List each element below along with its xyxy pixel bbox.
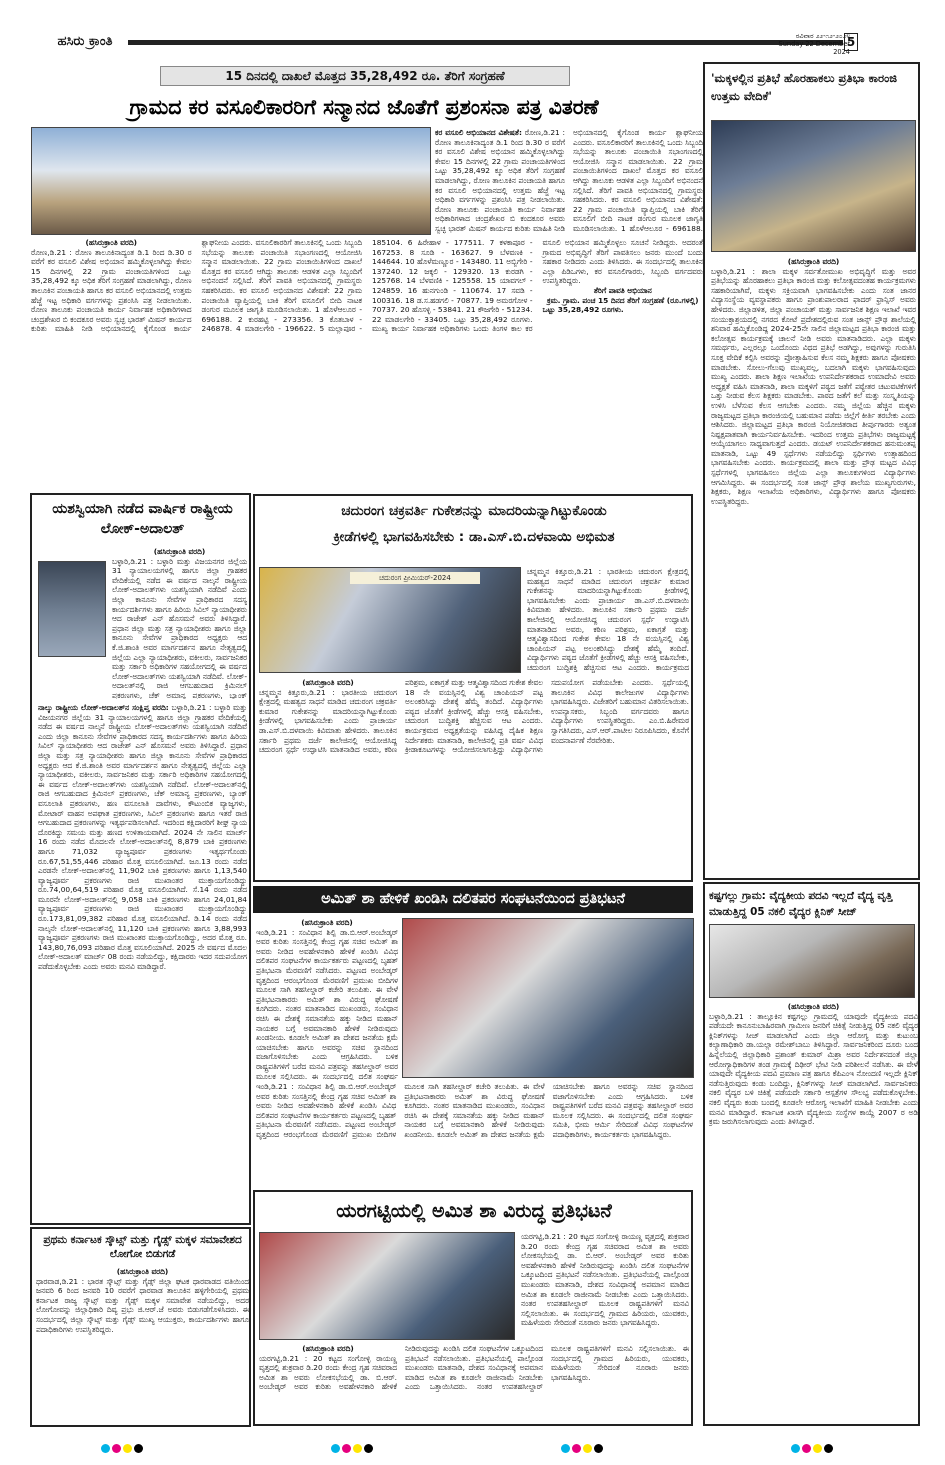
adalat-photo [38, 561, 106, 657]
reg-dot-black [824, 1444, 833, 1453]
reg-dot-black [594, 1444, 603, 1453]
amit2-story [253, 1190, 693, 1426]
logo-event-body [36, 1267, 249, 1423]
gukesh-photo-banner: ಚದುರಂಗ ಪ್ರೀಮಿಯರ್-2024 [350, 572, 480, 584]
adalat-story [30, 493, 251, 1225]
right-top-body [711, 257, 916, 875]
lead-body [31, 238, 703, 490]
registration-marks-center-right [560, 1438, 604, 1457]
reg-dot-yellow [813, 1444, 822, 1453]
adalat-body-side [112, 547, 247, 699]
lead-sub2: ಕರ ವಸೂಲಿ ಅಭಿಯಾನದ ವಿಶೇಷತೆ: [435, 128, 522, 137]
kashtagallu-body [709, 1002, 918, 1422]
adalat-body-text-side: ಬಳ್ಳಾರಿ,ಡಿ.21 : ಬಳ್ಳಾರಿ ಮತ್ತು ವಿಜಯನಗರ ಜಿಲ್ಲೆಯ 31 ನ್ಯಾಯಾಲಯಗಳಲ್ಲಿ ಹಾಗೂ ಜಿಲ್ಲಾ ಗ್ರಾಹಕರ ವೇದಿಕೆಯಲ್ಲಿ ನಡೆದ ಈ ವರ್ಷದ ನಾಲ್ಕನೆ ರಾಷ್ಟ್ರೀಯ ಲೋಕ್-ಅದಾಲತ್‌ಗಳು ಯಶಸ್ವಿಯಾಗಿ ನಡೆದಿವೆ ಎಂದು ಜಿಲ್ಲಾ ಕಾನೂನು ಸೇವೆಗಳ ಪ್ರಾಧಿಕಾರದ ಸದಸ್ಯ ಕಾರ್ಯದರ್ಶಿಗಳು ಹಾಗೂ ಹಿರಿಯ ಸಿವಿಲ್ ನ್ಯಾಯಾಧೀಶರು ಆದ ರಾಜೇಶ್ ಎನ್ ಹೊಸಮನೆ ಅವರು ತಿಳಿಸಿದ್ದಾರೆ. ಪ್ರಧಾನ ಜಿಲ್ಲಾ ಮತ್ತು ಸತ್ರ ನ್ಯಾಯಾಧೀಶರು ಹಾಗೂ ಜಿಲ್ಲಾ ಕಾನೂನು ಸೇವೆಗಳ ಪ್ರಾಧಿಕಾರದ ಅಧ್ಯಕ್ಷರು ಆದ ಕೆ.ಜಿ.ಶಾಂತಿ ಅವರ ಮಾರ್ಗದರ್ಶನ ಹಾಗೂ ನೇತೃತ್ವದಲ್ಲಿ ಜಿಲ್ಲೆಯ ಎಲ್ಲಾ ನ್ಯಾಯಾಧೀಶರು, ವಕೀಲರು, ಸಾರ್ವಜನಿಕರ ಮತ್ತು ಸರ್ಕಾರಿ ಅಧಿಕಾರಿಗಳ ಸಹಯೋಗದಲ್ಲಿ ಈ ವರ್ಷದ ಲೋಕ್-ಅದಾಲತ್‌ಗಳು ಯಶಸ್ವಿಯಾಗಿ ನಡೆದಿವೆ. ಲೋಕ್-ಅದಾಲತ್‌ನಲ್ಲಿ ರಾಜಿ ಆಗಬಹುದಾದ ಕ್ರಿಮಿನಲ್ ಪ್ರಕರಣಗಳು, ಚೆಕ್ ಅಮಾನ್ಯ ಪ್ರಕರಣಗಳು, ಬ್ಯಾಂಕ್ [112, 556, 247, 699]
reg-dot-yellow [353, 1444, 362, 1453]
right-top-photo [711, 120, 916, 252]
masthead-date [762, 32, 850, 56]
gukesh-byline: (ಹಸಿರುಕ್ರಾಂತಿ ವರದಿ) [302, 678, 354, 687]
logo-event-story [30, 1227, 251, 1427]
page-number: 5 [844, 33, 858, 51]
right-top-body-text: ಬಳ್ಳಾರಿ,ಡಿ.21 : ಶಾಲಾ ಮಕ್ಕಳ ಸರ್ವತೋಮುಖ ಅಭಿವೃದ್ಧಿಗೆ ಮತ್ತು ಅವರ ಪ್ರತಿಭೆಯನ್ನು ಹೊರಹಾಕಲು ಪ್ರತಿಭಾ ಕಾರಂಜಿ ಮತ್ತು ಕಲೋತ್ಸವದಂತಹ ಕಾರ್ಯಕ್ರಮಗಳು ಸಹಕಾರಿಯಾಗಿವೆ, ಮಕ್ಕಳು ಸಕ್ರಿಯವಾಗಿ ಭಾಗವಹಿಸಬೇಕು ಎಂದು ಸಂತ ಜಾನರ ವಿದ್ಯಾಸಂಸ್ಥೆಯ ವ್ಯವಸ್ಥಾಪಕರು ಹಾಗೂ ಪ್ರಾಂಶುಪಾಲರಾದ ಫಾದರ್ ಫ್ರಾನ್ಸಿಸ್ ಅವರು ಹೇಳಿದರು. ಜಿಲ್ಲಾಡಳಿತ, ಜಿಲ್ಲಾ ಪಂಚಾಯತ್ ಮತ್ತು ಸಾರ್ವಜನಿಕ ಶಿಕ್ಷಣ ಇಲಾಖೆ ಇವರ ಸಂಯುಕ್ತಾಶ್ರಯದಲ್ಲಿ ನಗರದ ಕೋಟೆ ಪ್ರದೇಶದಲ್ಲಿರುವ ಸಂತ ಜಾನ್ಸ್ ಪ್ರೌಢ ಶಾಲೆಯಲ್ಲಿ ಶನಿವಾರ ಹಮ್ಮಿಕೊಂಡಿದ್ದ 2024-25ನೇ ಸಾಲಿನ ಜಿಲ್ಲಾಮಟ್ಟದ ಪ್ರತಿಭಾ ಕಾರಂಜಿ ಮತ್ತು ಕಲೋತ್ಸವ ಕಾರ್ಯಕ್ರಮಕ್ಕೆ ಚಾಲನೆ ನೀಡಿ ಅವರು ಮಾತನಾಡಿದರು. ಎಲ್ಲಾ ಮಕ್ಕಳು ಸಮರ್ಥರು, ಎಲ್ಲರಲ್ಲೂ ಒಂದೊಂದು ವಿಧದ ಪ್ರತಿಭೆ ಅಡಗಿದ್ದು, ಅವುಗಳನ್ನು ಗುರುತಿಸಿ ಸೂಕ್ತ ವೇದಿಕೆ ಕಲ್ಪಿಸಿ ಅವರನ್ನು ಪ್ರೋತ್ಸಾಹಿಸುವ ಕೆಲಸ ನಮ್ಮ ಶಿಕ್ಷಕರು ಹಾಗೂ ಪೋಷಕರು ಮಾಡಬೇಕು. ಸೋಲು-ಗೆಲುವು ಮುಖ್ಯವಲ್ಲ, ಬದಲಾಗಿ ಮಕ್ಕಳು ಭಾಗವಹಿಸುವುದು ಮುಖ್ಯ ಎಂದರು. ಶಾಲಾ ಶಿಕ್ಷಣ ಇಲಾಖೆಯ ಉಪನಿರ್ದೇಶಕರಾದ ಉಮಾದೇವಿ ಅವರು ಅಧ್ಯಕ್ಷತೆ ವಹಿಸಿ ಮಾತನಾಡಿ, ಶಾಲಾ ಮಕ್ಕಳಿಗೆ ಪಠ್ಯದ ಜತೆಗೆ ಪಠ್ಯೇತರ ಚಟುವಟಿಕೆಗಳಿಗೆ ಒತ್ತು ನೀಡುವ ಕೆಲಸ ಶಿಕ್ಷಕರು ಮಾಡಬೇಕು. ಪಾಠದ ಜತೆಗೆ ಕಲೆ ಮತ್ತು ಸಂಸ್ಕೃತಿಯನ್ನು ಉಳಿಸಿ ಬೆಳೆಸುವ ಕೆಲಸ ಆಗಬೇಕು ಎಂದರು. ನಮ್ಮ ಜಿಲ್ಲೆಯ ಹೆಚ್ಚಿನ ಮಕ್ಕಳು ರಾಜ್ಯಮಟ್ಟದ ಪ್ರತಿಭಾ ಕಾರಂಜಿಯಲ್ಲಿ ಬಹುಮಾನ ಪಡೆದು ಜಿಲ್ಲೆಗೆ ಕೀರ್ತಿ ತರಬೇಕು ಎಂದು ಆಶಿಸಿದರು. ಜಿಲ್ಲಾಮಟ್ಟದ ಪ್ರತಿಭಾ ಕಾರಂಜಿ ನಿಯೋಜಿತರಾದ ತೀರ್ಪುಗಾರರು ಅತ್ಯಂತ ನಿಷ್ಪಕ್ಷಪಾತವಾಗಿ ಕಾರ್ಯನಿರ್ವಹಿಸಬೇಕು. ಇದರಿಂದ ಉತ್ತಮ ಪ್ರತಿಭೆಗಳು ರಾಜ್ಯಮಟ್ಟಕ್ಕೆ ಆಯ್ಕೆಯಾಗಲು ಸಾಧ್ಯವಾಗುತ್ತದೆ ಎಂದರು. ಡಯಟ್ ಉಪನಿರ್ದೇಶಕರಾದ ಹನುಮಂತಪ್ಪ ಮಾತನಾಡಿ, ಒಟ್ಟು 49 ಸ್ಪರ್ಧೆಗಳು ನಡೆಯಲಿದ್ದು ಸ್ಪರ್ಧಿಗಳು ಉತ್ಸಾಹದಿಂದ ಭಾಗವಹಿಸಬೇಕು ಎಂದರು. ಕಾರ್ಯಕ್ರಮದಲ್ಲಿ ಶಾಲಾ ಮತ್ತು ಪ್ರೌಢ ಮಟ್ಟದ ವಿವಿಧ ಸ್ಪರ್ಧೆಗಳಲ್ಲಿ ಭಾಗವಹಿಸಲು ಜಿಲ್ಲೆಯ ಎಲ್ಲಾ ತಾಲೂಕುಗಳಿಂದ ವಿದ್ಯಾರ್ಥಿಗಳು ಆಗಮಿಸಿದ್ದರು. ಈ ಸಂದರ್ಭದಲ್ಲಿ ಸಂತ ಜಾನ್ಸ್ ಪ್ರೌಢ ಶಾಲೆಯ ಮುಖ್ಯಗುರುಗಳು, ಶಿಕ್ಷಕರು, ಶಿಕ್ಷಣ ಇಲಾಖೆಯ ಅಧಿಕಾರಿಗಳು, ವಿದ್ಯಾರ್ಥಿಗಳು ಹಾಗೂ ಪೋಷಕರು ಉಪಸ್ಥಿತರಿದ್ದರು. [711, 266, 916, 506]
gukesh-body-text: ಚನ್ನಮ್ಮನ ಕಿತ್ತೂರು,ಡಿ.21 : ಭಾರತೀಯ ಚದುರಂಗ ಕ್ಷೇತ್ರದಲ್ಲಿ ಮಹತ್ವದ ಸಾಧನೆ ಮಾಡಿದ ಚದುರಂಗ ಚಕ್ರವರ್ತಿ ಕುಮಾರ ಗುಕೇಶನನ್ನು ಮಾದರಿಯನ್ನಾಗಿಟ್ಟುಕೊಂಡು ಕ್ರೀಡೆಗಳಲ್ಲಿ ಭಾಗವಹಿಸಬೇಕು ಎಂದು ಪ್ರಾಚಾರ್ಯ ಡಾ.ಎಸ್.ಬಿ.ದಳವಾಯಿ ಕಿವಿಮಾತು ಹೇಳಿದರು. ತಾಲೂಕಿನ ಸರ್ಕಾರಿ ಪ್ರಥಮ ದರ್ಜೆ ಕಾಲೇಜಿನಲ್ಲಿ ಆಯೋಜಿಸಿದ್ದ ಚದುರಂಗ ಸ್ಪರ್ಧೆ ಉದ್ಘಾಟಿಸಿ ಮಾತನಾಡಿದ ಅವರು, ಕಠಿಣ ಪರಿಶ್ರಮ, ಏಕಾಗ್ರತೆ ಮತ್ತು ಆತ್ಮವಿಶ್ವಾಸದಿಂದ ಗುಕೇಶ ಕೇವಲ 18 ನೇ ವಯಸ್ಸಿನಲ್ಲಿ ವಿಶ್ವ ಚಾಂಪಿಯನ್ ಪಟ್ಟ ಅಲಂಕರಿಸಿದ್ದು ದೇಶಕ್ಕೆ ಹೆಮ್ಮೆ ತಂದಿದೆ. ವಿದ್ಯಾರ್ಥಿಗಳು ಪಠ್ಯದ ಜೊತೆಗೆ ಕ್ರೀಡೆಗಳಲ್ಲಿ ಹೆಚ್ಚು ಆಸಕ್ತಿ ವಹಿಸಬೇಕು, ಚದುರಂಗ ಬುದ್ಧಿಶಕ್ತಿ ಹೆಚ್ಚಿಸುವ ಆಟ ಎಂದರು. ಕಾರ್ಯಕ್ರಮದ ಅಧ್ಯಕ್ಷತೆಯನ್ನು ವಹಿಸಿದ್ದ ದೈಹಿಕ ಶಿಕ್ಷಣ ನಿರ್ದೇಶಕರು ಮಾತನಾಡಿ, ಕಾಲೇಜಿನಲ್ಲಿ ಪ್ರತಿ ವರ್ಷ ವಿವಿಧ ಕ್ರೀಡಾಕೂಟಗಳನ್ನು ಆಯೋಜಿಸಲಾಗುತ್ತಿದ್ದು ವಿದ್ಯಾರ್ಥಿಗಳು ಸದುಪಯೋಗ ಪಡೆಯಬೇಕು ಎಂದರು. ಸ್ಪರ್ಧೆಯಲ್ಲಿ ತಾಲೂಕಿನ ವಿವಿಧ ಕಾಲೇಜುಗಳ ವಿದ್ಯಾರ್ಥಿಗಳು ಭಾಗವಹಿಸಿದ್ದರು. ವಿಜೇತರಿಗೆ ಬಹುಮಾನ ವಿತರಿಸಲಾಯಿತು. ಉಪನ್ಯಾಸಕರು, ಸಿಬ್ಬಂದಿ ವರ್ಗದವರು ಹಾಗೂ ವಿದ್ಯಾರ್ಥಿಗಳು ಉಪಸ್ಥಿತರಿದ್ದರು. ಎಂ.ಬಿ.ಹಿರೇಮಠ ಸ್ವಾಗತಿಸಿದರು, ಎಸ್.ಆರ್.ಪಾಟೀಲ ನಿರೂಪಿಸಿದರು, ಕೊನೆಗೆ ವಂದನಾರ್ಪಣೆ ನೆರವೇರಿತು. [259, 678, 689, 755]
masthead-logo [48, 31, 122, 53]
lead-body-top: ರೋಣ,ಡಿ.21 : ರೋಣ ತಾಲೂಕಿನಾದ್ಯಂತ ಡಿ.1 ರಿಂದ ಡಿ.30 ರ ವರೆಗೆ ಕರ ವಸೂಲಿ ವಿಶೇಷ ಅಭಿಯಾನ ಹಮ್ಮಿಕೊಳ್ಳಲಾಗಿದ್ದು ಕೇವಲ 15 ದಿನಗಳಲ್ಲಿ 22 ಗ್ರಾಮ ಪಂಚಾಯತಿಗಳಿಂದ ಒಟ್ಟು 35,28,492 ಕ್ಕೂ ಅಧಿಕ ತೆರಿಗೆ ಸಂಗ್ರಹಣೆ ಮಾಡಲಾಗಿದ್ದು, ರೋಣ ತಾಲೂಕಿನ ಪಂಚಾಯತಿ ಹಾಗೂ ಕರ ವಸೂಲಿ ಅಭಿಯಾನದಲ್ಲಿ ಉತ್ತಮ ಹೆಜ್ಜೆ ಇಟ್ಟ ಅಧಿಕಾರಿ ವರ್ಗಗಳನ್ನು ಪ್ರಶಂಸಿಸಿ ಪತ್ರ ನೀಡಲಾಯಿತು. ರೋಣ ತಾಲೂಕು ಪಂಚಾಯತಿ ಕಾರ್ಯ ನಿರ್ವಾಹಕ ಅಧಿಕಾರಿಗಳಾದ ಚಂದ್ರಶೇಖರ ಬಿ ಕಂದಕೂರ ಅವರು ಸ್ವಚ್ಛ ಭಾರತ್ ಮಿಷನ್ ಕಾರ್ಯದ ಕುರಿತು ಮಾಹಿತಿ ನೀಡಿ ಅಭಿಯಾನದಲ್ಲಿ ಕೈಗೊಂಡ ಕಾರ್ಯ ಶ್ಲಾಘನೀಯ ಎಂದರು. ವಸೂಲಿಕಾರರಿಗೆ ತಾಲೂಕಿನಲ್ಲಿ ಒಂದು ಸಿಬ್ಬಂದಿ ಸಭೆಯನ್ನು ತಾಲೂಕು ಪಂಚಾಯಿತಿ ಸಭಾಂಗಣದಲ್ಲಿ ಆಯೋಜಿಸಿ ಸನ್ಮಾನ ಮಾಡಲಾಯಿತು. 22 ಗ್ರಾಮ ಪಂಚಾಯಿತಿಗಳಿಂದ ದಾಖಲೆ ಮೊತ್ತದ ಕರ ವಸೂಲಿ ಆಗಿದ್ದು ತಾಲೂಕು ಆಡಳಿತ ಎಲ್ಲಾ ಸಿಬ್ಬಂದಿಗೆ ಅಭಿನಂದನೆ ಸಲ್ಲಿಸಿದೆ. ತೆರಿಗೆ ಪಾವತಿ ಅಭಿಯಾನದಲ್ಲಿ ಗ್ರಾಮಸ್ಥರು ಸಹಕರಿಸಿದರು. ಕರ ವಸೂಲಿ ಅಭಿಯಾನದ ವಿಶೇಷತೆ: 22 ಗ್ರಾಮ ಪಂಚಾಯಿತಿ ವ್ಯಾಪ್ತಿಯಲ್ಲಿ ಬಾಕಿ ತೆರಿಗೆ ವಸೂಲಿಗೆ ಬೀದಿ ನಾಟಕ ಡಂಗುರ ಮೂಲಕ ಜಾಗೃತಿ ಮೂಡಿಸಲಾಯಿತು. 1 ಹೊಳೆಆಲೂರ - 696188. [435, 128, 703, 233]
reg-dot-cyan [791, 1444, 800, 1453]
gukesh-story [253, 494, 693, 882]
kashtagallu-story [703, 882, 920, 1426]
adalat-body-text: ಬಳ್ಳಾರಿ,ಡಿ.21 : ಬಳ್ಳಾರಿ ಮತ್ತು ವಿಜಯನಗರ ಜಿಲ್ಲೆಯ 31 ನ್ಯಾಯಾಲಯಗಳಲ್ಲಿ ಹಾಗೂ ಜಿಲ್ಲಾ ಗ್ರಾಹಕರ ವೇದಿಕೆಯಲ್ಲಿ ನಡೆದ ಈ ವರ್ಷದ ನಾಲ್ಕನೆ ರಾಷ್ಟ್ರೀಯ ಲೋಕ್-ಅದಾಲತ್‌ಗಳು ಯಶಸ್ವಿಯಾಗಿ ನಡೆದಿವೆ ಎಂದು ಜಿಲ್ಲಾ ಕಾನೂನು ಸೇವೆಗಳ ಪ್ರಾಧಿಕಾರದ ಸದಸ್ಯ ಕಾರ್ಯದರ್ಶಿಗಳು ಹಾಗೂ ಹಿರಿಯ ಸಿವಿಲ್ ನ್ಯಾಯಾಧೀಶರು ಆದ ರಾಜೇಶ್ ಎನ್ ಹೊಸಮನೆ ಅವರು ತಿಳಿಸಿದ್ದಾರೆ. ಪ್ರಧಾನ ಜಿಲ್ಲಾ ಮತ್ತು ಸತ್ರ ನ್ಯಾಯಾಧೀಶರು ಹಾಗೂ ಜಿಲ್ಲಾ ಕಾನೂನು ಸೇವೆಗಳ ಪ್ರಾಧಿಕಾರದ ಅಧ್ಯಕ್ಷರು ಆದ ಕೆ.ಜಿ.ಶಾಂತಿ ಅವರ ಮಾರ್ಗದರ್ಶನ ಹಾಗೂ ನೇತೃತ್ವದಲ್ಲಿ ಜಿಲ್ಲೆಯ ಎಲ್ಲಾ ನ್ಯಾಯಾಧೀಶರು, ವಕೀಲರು, ಸಾರ್ವಜನಿಕರ ಮತ್ತು ಸರ್ಕಾರಿ ಅಧಿಕಾರಿಗಳ ಸಹಯೋಗದಲ್ಲಿ ಈ ವರ್ಷದ ಲೋಕ್-ಅದಾಲತ್‌ಗಳು ಯಶಸ್ವಿಯಾಗಿ ನಡೆದಿವೆ. ಲೋಕ್-ಅದಾಲತ್‌ನಲ್ಲಿ ರಾಜಿ ಆಗಬಹುದಾದ ಕ್ರಿಮಿನಲ್ ಪ್ರಕರಣಗಳು, ಚೆಕ್ ಅಮಾನ್ಯ ಪ್ರಕರಣಗಳು, ಬ್ಯಾಂಕ್ ವಸೂಲಾತಿ ಪ್ರಕರಣಗಳು, ಹಣ ವಸೂಲಾತಿ ದಾವೆಗಳು, ಕೌಟುಂಬಿಕ ವ್ಯಾಜ್ಯಗಳು, ಮೋಟಾರ್ ವಾಹನ ಅಪಘಾತ ಪ್ರಕರಣಗಳು, ಸಿವಿಲ್ ಪ್ರಕರಣಗಳು ಹಾಗೂ ಇತರೆ ರಾಜಿ ಆಗಬಹುದಾದ ಪ್ರಕರಣಗಳನ್ನು ಇತ್ಯರ್ಥಪಡಿಸಲಾಗಿದೆ. ಇದರಿಂದ ಕಕ್ಷಿದಾರರಿಗೆ ಶೀಘ್ರ ನ್ಯಾಯ ದೊರಕಿದ್ದು ಸಮಯ ಮತ್ತು ಹಣದ ಉಳಿತಾಯವಾಗಿದೆ. 2024 ನೇ ಸಾಲಿನ ಮಾರ್ಚ್ 16 ರಂದು ನಡೆದ ಮೊದಲನೇ ಲೋಕ್-ಅದಾಲತ್‌ನಲ್ಲಿ 8,879 ಬಾಕಿ ಪ್ರಕರಣಗಳು ಹಾಗೂ 71,032 ವ್ಯಾಜ್ಯಪೂರ್ವ ಪ್ರಕರಣಗಳು ಇತ್ಯರ್ಥಗೊಂಡು ರೂ.67,51,55,446 ಪರಿಹಾರ ಮೊತ್ತ ವಸೂಲಿಯಾಗಿದೆ. ಜೂ.13 ರಂದು ನಡೆದ ಎರಡನೇ ಲೋಕ್-ಅದಾಲತ್‌ನಲ್ಲಿ 11,902 ಬಾಕಿ ಪ್ರಕರಣಗಳು ಹಾಗೂ 1,13,540 ವ್ಯಾಜ್ಯಪೂರ್ವ ಪ್ರಕರಣಗಳು ರಾಜಿ ಮುಖಾಂತರ ಮುಕ್ತಾಯಗೊಂಡಿದ್ದು ರೂ.74,00,64,519 ಪರಿಹಾರ ಮೊತ್ತ ವಸೂಲಿಯಾಗಿದೆ. ಸೆ.14 ರಂದು ನಡೆದ ಮೂರನೇ ಲೋಕ್-ಅದಾಲತ್‌ನಲ್ಲಿ 9,058 ಬಾಕಿ ಪ್ರಕರಣಗಳು ಹಾಗೂ 24,01,84 ವ್ಯಾಜ್ಯಪೂರ್ವ ಪ್ರಕರಣಗಳು ರಾಜಿ ಮುಖಾಂತರ ಮುಕ್ತಾಯಗೊಂಡಿದ್ದು ರೂ.173,81,09,382 ಪರಿಹಾರ ಮೊತ್ತ ವಸೂಲಿಯಾಗಿದೆ. ಡಿ.14 ರಂದು ನಡೆದ ನಾಲ್ಕನೇ ಲೋಕ್-ಅದಾಲತ್‌ನಲ್ಲಿ 11,120 ಬಾಕಿ ಪ್ರಕರಣಗಳು ಹಾಗೂ 3,88,993 ವ್ಯಾಜ್ಯಪೂರ್ವ ಪ್ರಕರಣಗಳು ರಾಜಿ ಮುಖಾಂತರ ಮುಕ್ತಾಯಗೊಂಡಿದ್ದು, ಅದರ ಮೊತ್ತ ರೂ. 143,80,76,093 ಪರಿಹಾರ ಮೊತ್ತ ವಸೂಲಿಯಾಗಿದೆ. 2025 ನೇ ವರ್ಷದ ಮೊದಲ ಲೋಕ್-ಅದಾಲತ್ ಮಾರ್ಚ್ 08 ರಂದು ನಡೆಯಲಿದ್ದು, ಕಕ್ಷಿದಾರರು ಇದರ ಸದುಪಯೋಗ ಪಡೆದುಕೊಳ್ಳಬೇಕು ಎಂದು ಅವರು ಮನವಿ ಮಾಡಿದ್ದಾರೆ. [38, 703, 247, 972]
amit1-headline: ಅಮಿತ್ ಶಾ ಹೇಳಿಕೆ ಖಂಡಿಸಿ ದಲಿತಪರ ಸಂಘಟನೆಯಿಂದ ಪ್ರತಿಭಟನೆ [253, 886, 693, 913]
right-top-story [703, 62, 920, 880]
logo-event-headline: ಪ್ರಥಮ ಕರ್ನಾಟಕ ಸ್ಕೌಟ್ಸ್ ಮತ್ತು ಗೈಡ್ಸ್ ಮಕ್ಕಳ ಸಮಾವೇಶದ ಲೋಗೋ ಬಿಡುಗಡೆ [43, 1234, 242, 1260]
masthead-name: ಹಸಿರು ಕ್ರಾಂತಿ [57, 34, 113, 49]
gukesh-body [259, 678, 689, 878]
amit1-body-side [256, 918, 398, 1080]
reg-dot-cyan [331, 1444, 340, 1453]
kashtagallu-photo [709, 924, 915, 998]
logo-event-body-text: ಧಾರವಾಡ,ಡಿ.21 : ಭಾರತ ಸ್ಕೌಟ್ಸ್ ಮತ್ತು ಗೈಡ್ಸ್ ಜಿಲ್ಲಾ ಘಟಕ ಧಾರವಾಡದ ವತಿಯಿಂದ ಜನವರಿ 6 ರಿಂದ ಜನವರಿ 10 ರವರೆಗೆ ಧಾರವಾಡ ತಾಲೂಕಿನ ಹಳ್ಳಿಗೇರಿಯಲ್ಲಿ ಪ್ರಥಮ ಕರ್ನಾಟಕ ರಾಜ್ಯ ಸ್ಕೌಟ್ಸ್ ಮತ್ತು ಗೈಡ್ಸ್ ಮಕ್ಕಳ ಸಮಾವೇಶ ನಡೆಯಲಿದ್ದು, ಅದರ ಲೋಗೋವನ್ನು ಜಿಲ್ಲಾಧಿಕಾರಿ ದಿವ್ಯ ಪ್ರಭು ಜಿ.ಆರ್.ಜೆ ಅವರು ಬಿಡುಗಡೆಗೊಳಿಸಿದರು. ಈ ಸಂದರ್ಭದಲ್ಲಿ ಜಿಲ್ಲಾ ಸ್ಕೌಟ್ಸ್ ಮತ್ತು ಗೈಡ್ಸ್ ಮುಖ್ಯ ಆಯುಕ್ತರು, ಕಾರ್ಯದರ್ಶಿಗಳು ಹಾಗೂ ಪದಾಧಿಕಾರಿಗಳು ಉಪಸ್ಥಿತರಿದ್ದರು. [36, 1276, 249, 1334]
registration-marks-left [100, 1438, 144, 1457]
amit1-body-text-side: ಇಂಡಿ,ಡಿ.21 : ಸಂವಿಧಾನ ಶಿಲ್ಪಿ ಡಾ.ಬಿ.ಆರ್.ಅಂಬೇಡ್ಕರ್ ಅವರ ಕುರಿತು ಸಂಸತ್ತಿನಲ್ಲಿ ಕೇಂದ್ರ ಗೃಹ ಸಚಿವ ಅಮಿತ್ ಶಾ ಅವರು ನೀಡಿದ ಅವಹೇಳನಕಾರಿ ಹೇಳಿಕೆ ಖಂಡಿಸಿ ವಿವಿಧ ದಲಿತಪರ ಸಂಘಟನೆಗಳ ಕಾರ್ಯಕರ್ತರು ಪಟ್ಟಣದಲ್ಲಿ ಬೃಹತ್ ಪ್ರತಿಭಟನಾ ಮೆರವಣಿಗೆ ನಡೆಸಿದರು. ಪಟ್ಟಣದ ಅಂಬೇಡ್ಕರ್ ವೃತ್ತದಿಂದ ಆರಂಭಗೊಂಡ ಮೆರವಣಿಗೆ ಪ್ರಮುಖ ಬೀದಿಗಳ ಮೂಲಕ ಸಾಗಿ ತಹಸೀಲ್ದಾರ್ ಕಚೇರಿ ತಲುಪಿತು. ಈ ವೇಳೆ ಪ್ರತಿಭಟನಾಕಾರರು ಅಮಿತ್ ಶಾ ವಿರುದ್ಧ ಘೋಷಣೆ ಕೂಗಿದರು. ನಂತರ ಮಾತನಾಡಿದ ಮುಖಂಡರು, ಸಂವಿಧಾನ ರಚಿಸಿ ಈ ದೇಶಕ್ಕೆ ಸಮಾನತೆಯ ಹಕ್ಕು ನೀಡಿದ ಮಹಾನ್ ನಾಯಕರ ಬಗ್ಗೆ ಅವಮಾನಕಾರಿ ಹೇಳಿಕೆ ನೀಡಿರುವುದು ಖಂಡನೀಯ. ಕೂಡಲೇ ಅಮಿತ್ ಶಾ ದೇಶದ ಜನತೆಯ ಕ್ಷಮೆ ಯಾಚಿಸಬೇಕು ಹಾಗೂ ಅವರನ್ನು ಸಚಿವ ಸ್ಥಾನದಿಂದ ವಜಾಗೊಳಿಸಬೇಕು ಎಂದು ಆಗ್ರಹಿಸಿದರು. ಬಳಿಕ ರಾಷ್ಟ್ರಪತಿಗಳಿಗೆ ಬರೆದ ಮನವಿ ಪತ್ರವನ್ನು ತಹಸೀಲ್ದಾರ್ ಅವರ ಮೂಲಕ ಸಲ್ಲಿಸಿದರು. ಈ ಸಂದರ್ಭದಲ್ಲಿ ದಲಿತ ಸಂಘರ್ಷ [256, 927, 398, 1080]
lead-byline: (ಹಸಿರುಕ್ರಾಂತಿ ವರದಿ) [85, 238, 137, 247]
adalat-body [38, 703, 247, 1219]
masthead-rule [128, 40, 843, 45]
right-top-headline: 'ಮಕ್ಕಳಲ್ಲಿನ ಪ್ರತಿಭೆ ಹೊರಹಾಕಲು ಪ್ರತಿಭಾ ಕಾರಂಜಿ ಉತ್ತಮ ವೇದಿಕೆ' [711, 71, 898, 103]
kashtagallu-byline: (ಹಸಿರುಕ್ರಾಂತಿ ವರದಿ) [787, 1002, 840, 1011]
lead-photo [31, 127, 431, 235]
amit2-body-text-side: ಯರಗಟ್ಟಿ,ಡಿ.21 : 20 ಕಟ್ಟದ ಸಂಗೋಳ್ಳಿ ರಾಯಣ್ಣ ವೃತ್ತದಲ್ಲಿ ಶುಕ್ರವಾರ ಡಿ.20 ರಂದು ಕೇಂದ್ರ ಗೃಹ ಸಚಿವರಾದ ಅಮಿತ ಶಾ ಅವರು ಲೋಕಸಭೆಯಲ್ಲಿ ಡಾ. ಬಿ.ಆರ್. ಅಂಬೇಡ್ಕರ್ ಅವರ ಕುರಿತು ಅವಹೇಳನಕಾರಿ ಹೇಳಿಕೆ ನೀಡಿರುವುದನ್ನು ಖಂಡಿಸಿ ದಲಿತ ಸಂಘಟನೆಗಳ ಒಕ್ಕೂಟದಿಂದ ಪ್ರತಿಭಟನೆ ನಡೆಸಲಾಯಿತು. ಪ್ರತಿಭಟನೆಯಲ್ಲಿ ಪಾಲ್ಗೊಂಡ ಮುಖಂಡರು ಮಾತನಾಡಿ, ದೇಶದ ಸಂವಿಧಾನಕ್ಕೆ ಅಪಮಾನ ಮಾಡಿದ ಅಮಿತ ಶಾ ಕೂಡಲೇ ರಾಜೀನಾಮೆ ನೀಡಬೇಕು ಎಂದು ಒತ್ತಾಯಿಸಿದರು. ನಂತರ ಉಪತಹಸೀಲ್ದಾರ್ ಮೂಲಕ ರಾಷ್ಟ್ರಪತಿಗಳಿಗೆ ಮನವಿ ಸಲ್ಲಿಸಲಾಯಿತು. ಈ ಸಂದರ್ಭದಲ್ಲಿ ಗ್ರಾಮದ ಹಿರಿಯರು, ಯುವಕರು, ಮಹಿಳೆಯರು ಸೇರಿದಂತೆ ನೂರಾರು ಜನರು ಭಾಗವಹಿಸಿದ್ದರು. [521, 1232, 689, 1328]
amit2-photo [259, 1232, 515, 1340]
date-english: Sunday 22 December 2024 [778, 40, 850, 56]
reg-dot-magenta [112, 1444, 121, 1453]
amit1-body-text: ಇಂಡಿ,ಡಿ.21 : ಸಂವಿಧಾನ ಶಿಲ್ಪಿ ಡಾ.ಬಿ.ಆರ್.ಅಂಬೇಡ್ಕರ್ ಅವರ ಕುರಿತು ಸಂಸತ್ತಿನಲ್ಲಿ ಕೇಂದ್ರ ಗೃಹ ಸಚಿವ ಅಮಿತ್ ಶಾ ಅವರು ನೀಡಿದ ಅವಹೇಳನಕಾರಿ ಹೇಳಿಕೆ ಖಂಡಿಸಿ ವಿವಿಧ ದಲಿತಪರ ಸಂಘಟನೆಗಳ ಕಾರ್ಯಕರ್ತರು ಪಟ್ಟಣದಲ್ಲಿ ಬೃಹತ್ ಪ್ರತಿಭಟನಾ ಮೆರವಣಿಗೆ ನಡೆಸಿದರು. ಪಟ್ಟಣದ ಅಂಬೇಡ್ಕರ್ ವೃತ್ತದಿಂದ ಆರಂಭಗೊಂಡ ಮೆರವಣಿಗೆ ಪ್ರಮುಖ ಬೀದಿಗಳ ಮೂಲಕ ಸಾಗಿ ತಹಸೀಲ್ದಾರ್ ಕಚೇರಿ ತಲುಪಿತು. ಈ ವೇಳೆ ಪ್ರತಿಭಟನಾಕಾರರು ಅಮಿತ್ ಶಾ ವಿರುದ್ಧ ಘೋಷಣೆ ಕೂಗಿದರು. ನಂತರ ಮಾತನಾಡಿದ ಮುಖಂಡರು, ಸಂವಿಧಾನ ರಚಿಸಿ ಈ ದೇಶಕ್ಕೆ ಸಮಾನತೆಯ ಹಕ್ಕು ನೀಡಿದ ಮಹಾನ್ ನಾಯಕರ ಬಗ್ಗೆ ಅವಮಾನಕಾರಿ ಹೇಳಿಕೆ ನೀಡಿರುವುದು ಖಂಡನೀಯ. ಕೂಡಲೇ ಅಮಿತ್ ಶಾ ದೇಶದ ಜನತೆಯ ಕ್ಷಮೆ ಯಾಚಿಸಬೇಕು ಹಾಗೂ ಅವರನ್ನು ಸಚಿವ ಸ್ಥಾನದಿಂದ ವಜಾಗೊಳಿಸಬೇಕು ಎಂದು ಆಗ್ರಹಿಸಿದರು. ಬಳಿಕ ರಾಷ್ಟ್ರಪತಿಗಳಿಗೆ ಬರೆದ ಮನವಿ ಪತ್ರವನ್ನು ತಹಸೀಲ್ದಾರ್ ಅವರ ಮೂಲಕ ಸಲ್ಲಿಸಿದರು. ಈ ಸಂದರ್ಭದಲ್ಲಿ ದಲಿತ ಸಂಘರ್ಷ ಸಮಿತಿ, ಭೀಮ ಆರ್ಮಿ ಸೇರಿದಂತೆ ವಿವಿಧ ಸಂಘಟನೆಗಳ ಪದಾಧಿಕಾರಿಗಳು, ಕಾರ್ಯಕರ್ತರು ಭಾಗವಹಿಸಿದ್ದರು. [256, 1082, 693, 1139]
kashtagallu-body-text: ಬಳ್ಳಾರಿ,ಡಿ.21 : ತಾಲ್ಲೂಕಿನ ಕಷ್ಟಗಲ್ಲು ಗ್ರಾಮದಲ್ಲಿ ಯಾವುದೇ ವೈದ್ಯಕೀಯ ಪದವಿ ಪಡೆಯದೇ ಕಾನೂನುಬಾಹಿರವಾಗಿ ಗ್ರಾಮೀಣ ಜನರಿಗೆ ಚಿಕಿತ್ಸೆ ನೀಡುತ್ತಿದ್ದ 05 ನಕಲಿ ವೈದ್ಯರ ಕ್ಲಿನಿಕ್‌ಗಳನ್ನು ಸೀಜ್ ಮಾಡಲಾಗಿದೆ ಎಂದು ಜಿಲ್ಲಾ ಆರೋಗ್ಯ ಮತ್ತು ಕುಟುಂಬ ಕಲ್ಯಾಣಾಧಿಕಾರಿ ಡಾ.ಯಲ್ಲಾ ರಮೇಶ್‌ಬಾಬು ತಿಳಿಸಿದ್ದಾರೆ. ಸಾರ್ವಜನಿಕರಿಂದ ದೂರು ಬಂದ ಹಿನ್ನೆಲೆಯಲ್ಲಿ ಜಿಲ್ಲಾಧಿಕಾರಿ ಪ್ರಶಾಂತ್ ಕುಮಾರ್ ಮಿಶ್ರಾ ಅವರ ನಿರ್ದೇಶನದಂತೆ ಜಿಲ್ಲಾ ಆರೋಗ್ಯಾಧಿಕಾರಿಗಳ ತಂಡ ಗ್ರಾಮಕ್ಕೆ ದಿಢೀರ್ ಭೇಟಿ ನೀಡಿ ಪರಿಶೀಲನೆ ನಡೆಸಿತು. ಈ ವೇಳೆ ಯಾವುದೇ ವೈದ್ಯಕೀಯ ಪದವಿ ಪ್ರಮಾಣ ಪತ್ರ ಹಾಗೂ ಕೆಪಿಎಂಇ ನೋಂದಣಿ ಇಲ್ಲದೇ ಕ್ಲಿನಿಕ್ ನಡೆಸುತ್ತಿರುವುದು ಕಂಡು ಬಂದಿದ್ದು, ಕ್ಲಿನಿಕ್‌ಗಳನ್ನು ಸೀಜ್ ಮಾಡಲಾಗಿದೆ. ಸಾರ್ವಜನಿಕರು ನಕಲಿ ವೈದ್ಯರ ಬಳಿ ಚಿಕಿತ್ಸೆ ಪಡೆಯದೇ ಸರ್ಕಾರಿ ಆಸ್ಪತ್ರೆಗಳ ಸೌಲಭ್ಯ ಪಡೆದುಕೊಳ್ಳಬೇಕು. ನಕಲಿ ವೈದ್ಯರು ಕಂಡು ಬಂದಲ್ಲಿ ಕೂಡಲೇ ಆರೋಗ್ಯ ಇಲಾಖೆಗೆ ಮಾಹಿತಿ ನೀಡಬೇಕು ಎಂದು ಮನವಿ ಮಾಡಿದ್ದಾರೆ. ಕರ್ನಾಟಕ ಖಾಸಗಿ ವೈದ್ಯಕೀಯ ಸಂಸ್ಥೆಗಳ ಕಾಯ್ದೆ 2007 ರ ಅಡಿ ಕ್ರಮ ಜರುಗಿಸಲಾಗುವುದು ಎಂದು ತಿಳಿಸಿದ್ದಾರೆ. [709, 1011, 918, 1127]
reg-dot-cyan [561, 1444, 570, 1453]
amit2-byline: (ಹಸಿರುಕ್ರಾಂತಿ ವರದಿ) [302, 1344, 354, 1353]
gukesh-body-side [527, 567, 689, 673]
reg-dot-cyan [101, 1444, 110, 1453]
reg-dot-black [134, 1444, 143, 1453]
amit2-body-text: ಯರಗಟ್ಟಿ,ಡಿ.21 : 20 ಕಟ್ಟದ ಸಂಗೋಳ್ಳಿ ರಾಯಣ್ಣ ವೃತ್ತದಲ್ಲಿ ಶುಕ್ರವಾರ ಡಿ.20 ರಂದು ಕೇಂದ್ರ ಗೃಹ ಸಚಿವರಾದ ಅಮಿತ ಶಾ ಅವರು ಲೋಕಸಭೆಯಲ್ಲಿ ಡಾ. ಬಿ.ಆರ್. ಅಂಬೇಡ್ಕರ್ ಅವರ ಕುರಿತು ಅವಹೇಳನಕಾರಿ ಹೇಳಿಕೆ ನೀಡಿರುವುದನ್ನು ಖಂಡಿಸಿ ದಲಿತ ಸಂಘಟನೆಗಳ ಒಕ್ಕೂಟದಿಂದ ಪ್ರತಿಭಟನೆ ನಡೆಸಲಾಯಿತು. ಪ್ರತಿಭಟನೆಯಲ್ಲಿ ಪಾಲ್ಗೊಂಡ ಮುಖಂಡರು ಮಾತನಾಡಿ, ದೇಶದ ಸಂವಿಧಾನಕ್ಕೆ ಅಪಮಾನ ಮಾಡಿದ ಅಮಿತ ಶಾ ಕೂಡಲೇ ರಾಜೀನಾಮೆ ನೀಡಬೇಕು ಎಂದು ಒತ್ತಾಯಿಸಿದರು. ನಂತರ ಉಪತಹಸೀಲ್ದಾರ್ ಮೂಲಕ ರಾಷ್ಟ್ರಪತಿಗಳಿಗೆ ಮನವಿ ಸಲ್ಲಿಸಲಾಯಿತು. ಈ ಸಂದರ್ಭದಲ್ಲಿ ಗ್ರಾಮದ ಹಿರಿಯರು, ಯುವಕರು, ಮಹಿಳೆಯರು ಸೇರಿದಂತೆ ನೂರಾರು ಜನರು ಭಾಗವಹಿಸಿದ್ದರು. [259, 1344, 689, 1392]
reg-dot-magenta [342, 1444, 351, 1453]
registration-marks-right [790, 1438, 834, 1457]
logo-event-byline: (ಹಸಿರುಕ್ರಾಂತಿ ವರದಿ) [116, 1267, 169, 1276]
lead-total: ಒಟ್ಟು 35,28,492 ರೂಗಳು. [542, 305, 624, 315]
reg-dot-yellow [123, 1444, 132, 1453]
amit2-body-side [521, 1232, 689, 1340]
adalat-byline: (ಹಸಿರುಕ್ರಾಂತಿ ವರದಿ) [153, 547, 206, 556]
adalat-headline: ಯಶಸ್ವಿಯಾಗಿ ನಡೆದ ವಾರ್ಷಿಕ ರಾಷ್ಟ್ರೀಯ ಲೋಕ್-ಅದಾಲತ್ [52, 501, 233, 537]
right-top-byline: (ಹಸಿರುಕ್ರಾಂತಿ ವರದಿ) [787, 257, 840, 266]
amit1-body [256, 1082, 693, 1188]
adalat-sub: ನಾಲ್ಕು ರಾಷ್ಟ್ರೀಯ ಲೋಕ್-ಅದಾಲತ್‌ನ ಸಂಕ್ಷಿಪ್ತ ವರದಿ: [38, 703, 169, 712]
lead-headline: ಗ್ರಾಮದ ಕರ ವಸೂಲಿಕಾರರಿಗೆ ಸನ್ಮಾನದ ಜೊತೆಗೆ ಪ್ರಶಂಸನಾ ಪತ್ರ ವಿತರಣೆ [129, 95, 599, 119]
lead-body-text: ರೋಣ,ಡಿ.21 : ರೋಣ ತಾಲೂಕಿನಾದ್ಯಂತ ಡಿ.1 ರಿಂದ ಡಿ.30 ರ ವರೆಗೆ ಕರ ವಸೂಲಿ ವಿಶೇಷ ಅಭಿಯಾನ ಹಮ್ಮಿಕೊಳ್ಳಲಾಗಿದ್ದು ಕೇವಲ 15 ದಿನಗಳಲ್ಲಿ 22 ಗ್ರಾಮ ಪಂಚಾಯತಿಗಳಿಂದ ಒಟ್ಟು 35,28,492 ಕ್ಕೂ ಅಧಿಕ ತೆರಿಗೆ ಸಂಗ್ರಹಣೆ ಮಾಡಲಾಗಿದ್ದು, ರೋಣ ತಾಲೂಕಿನ ಪಂಚಾಯತಿ ಹಾಗೂ ಕರ ವಸೂಲಿ ಅಭಿಯಾನದಲ್ಲಿ ಉತ್ತಮ ಹೆಜ್ಜೆ ಇಟ್ಟ ಅಧಿಕಾರಿ ವರ್ಗಗಳನ್ನು ಪ್ರಶಂಸಿಸಿ ಪತ್ರ ನೀಡಲಾಯಿತು. ರೋಣ ತಾಲೂಕು ಪಂಚಾಯತಿ ಕಾರ್ಯ ನಿರ್ವಾಹಕ ಅಧಿಕಾರಿಗಳಾದ ಚಂದ್ರಶೇಖರ ಬಿ ಕಂದಕೂರ ಅವರು ಸ್ವಚ್ಛ ಭಾರತ್ ಮಿಷನ್ ಕಾರ್ಯದ ಕುರಿತು ಮಾಹಿತಿ ನೀಡಿ ಅಭಿಯಾನದಲ್ಲಿ ಕೈಗೊಂಡ ಕಾರ್ಯ ಶ್ಲಾಘನೀಯ ಎಂದರು. ವಸೂಲಿಕಾರರಿಗೆ ತಾಲೂಕಿನಲ್ಲಿ ಒಂದು ಸಿಬ್ಬಂದಿ ಸಭೆಯನ್ನು ತಾಲೂಕು ಪಂಚಾಯಿತಿ ಸಭಾಂಗಣದಲ್ಲಿ ಆಯೋಜಿಸಿ ಸನ್ಮಾನ ಮಾಡಲಾಯಿತು. 22 ಗ್ರಾಮ ಪಂಚಾಯಿತಿಗಳಿಂದ ದಾಖಲೆ ಮೊತ್ತದ ಕರ ವಸೂಲಿ ಆಗಿದ್ದು ತಾಲೂಕು ಆಡಳಿತ ಎಲ್ಲಾ ಸಿಬ್ಬಂದಿಗೆ ಅಭಿನಂದನೆ ಸಲ್ಲಿಸಿದೆ. ತೆರಿಗೆ ಪಾವತಿ ಅಭಿಯಾನದಲ್ಲಿ ಗ್ರಾಮಸ್ಥರು ಸಹಕರಿಸಿದರು. ಕರ ವಸೂಲಿ ಅಭಿಯಾನದ ವಿಶೇಷತೆ: 22 ಗ್ರಾಮ ಪಂಚಾಯಿತಿ ವ್ಯಾಪ್ತಿಯಲ್ಲಿ ಬಾಕಿ ತೆರಿಗೆ ವಸೂಲಿಗೆ ಬೀದಿ ನಾಟಕ ಡಂಗುರ ಮೂಲಕ ಜಾಗೃತಿ ಮೂಡಿಸಲಾಯಿತು. 1 ಹೊಳೆಆಲೂರ - 696188. 2 ಕುರಹಟ್ಟಿ - 273356. 3 ಕೊತಬಾಳ - 246878. 4 ಮಾಡಲಗೇರಿ - 196622. 5 ಮಲ್ಲಾಪೂರ - 185104. 6 ಹಿರೇಹಾಳ - 177511. 7 ಕಳಕಾಪೂರ - 167253. 8 ಸೂಡಿ - 163627. 9 ಬೆಳವಣಕಿ - 144644. 10 ಹೊಳೆಮಣ್ಣೂರ - 143480. 11 ಅಬ್ಬಿಗೇರಿ - 137240. 12 ಜಕ್ಕಲಿ - 129320. 13 ಕುರಡಗಿ - 125768. 14 ಬೆಳವಣಿಕಿ - 125558. 15 ಯಾವಗಲ್ - 124859. 16 ಹುನಗುಂಡಿ - 110674. 17 ಸವಡಿ - 100316. 18 ಡ.ಸ.ಹಡಗಲಿ - 70877. 19 ಅಮರಗೋಳ - 70737. 20 ಹೊಸಳ್ಳಿ - 53841. 21 ಕೌಜಗೇರಿ - 51234. 22 ಮಾಡಲಗೇರಿ - 33405. ಒಟ್ಟು 35,28,492 ರೂಗಳು. ಮುಖ್ಯ ಕಾರ್ಯ ನಿರ್ವಾಹಕ ಅಧಿಕಾರಿಗಳು ಒಂದು ತಿಂಗಳ ಕಾಲ ಕರ ವಸೂಲಿ ಅಭಿಯಾನ ಹಮ್ಮಿಕೊಳ್ಳಲು ಸೂಚನೆ ನೀಡಿದ್ದರು. ಅದರಂತೆ ಗ್ರಾಮದ ಅಭಿವೃದ್ಧಿಗೆ ತೆರಿಗೆ ಪಾವತಿಸಲು ಜನರು ಮುಂದೆ ಬಂದು ಸಹಕಾರ ನೀಡಿದರು ಎಂದು ತಿಳಿಸಿದರು. ಈ ಸಂದರ್ಭದಲ್ಲಿ ತಾಲೂಕಿನ ಎಲ್ಲಾ ಪಿಡಿಒಗಳು, ಕರ ವಸೂಲಿಗಾರರು, ಸಿಬ್ಬಂದಿ ವರ್ಗದವರು ಉಪಸ್ಥಿತರಿದ್ದರು. [31, 238, 703, 334]
gukesh-headline-1: ಚದುರಂಗ ಚಕ್ರವರ್ತಿ ಗುಕೇಶನನ್ನು ಮಾದರಿಯನ್ನಾಗಿಟ್ಟುಕೊಂಡು [341, 503, 607, 519]
amit1-photo [402, 918, 694, 1078]
gukesh-body-text-side: ಚನ್ನಮ್ಮನ ಕಿತ್ತೂರು,ಡಿ.21 : ಭಾರತೀಯ ಚದುರಂಗ ಕ್ಷೇತ್ರದಲ್ಲಿ ಮಹತ್ವದ ಸಾಧನೆ ಮಾಡಿದ ಚದುರಂಗ ಚಕ್ರವರ್ತಿ ಕುಮಾರ ಗುಕೇಶನನ್ನು ಮಾದರಿಯನ್ನಾಗಿಟ್ಟುಕೊಂಡು ಕ್ರೀಡೆಗಳಲ್ಲಿ ಭಾಗವಹಿಸಬೇಕು ಎಂದು ಪ್ರಾಚಾರ್ಯ ಡಾ.ಎಸ್.ಬಿ.ದಳವಾಯಿ ಕಿವಿಮಾತು ಹೇಳಿದರು. ತಾಲೂಕಿನ ಸರ್ಕಾರಿ ಪ್ರಥಮ ದರ್ಜೆ ಕಾಲೇಜಿನಲ್ಲಿ ಆಯೋಜಿಸಿದ್ದ ಚದುರಂಗ ಸ್ಪರ್ಧೆ ಉದ್ಘಾಟಿಸಿ ಮಾತನಾಡಿದ ಅವರು, ಕಠಿಣ ಪರಿಶ್ರಮ, ಏಕಾಗ್ರತೆ ಮತ್ತು ಆತ್ಮವಿಶ್ವಾಸದಿಂದ ಗುಕೇಶ ಕೇವಲ 18 ನೇ ವಯಸ್ಸಿನಲ್ಲಿ ವಿಶ್ವ ಚಾಂಪಿಯನ್ ಪಟ್ಟ ಅಲಂಕರಿಸಿದ್ದು ದೇಶಕ್ಕೆ ಹೆಮ್ಮೆ ತಂದಿದೆ. ವಿದ್ಯಾರ್ಥಿಗಳು ಪಠ್ಯದ ಜೊತೆಗೆ ಕ್ರೀಡೆಗಳಲ್ಲಿ ಹೆಚ್ಚು ಆಸಕ್ತಿ ವಹಿಸಬೇಕು, ಚದುರಂಗ ಬುದ್ಧಿಶಕ್ತಿ ಹೆಚ್ಚಿಸುವ ಆಟ ಎಂದರು. ಕಾರ್ಯಕ್ರಮದ [527, 567, 689, 672]
gukesh-headline-2: ಕ್ರೀಡೆಗಳಲ್ಲಿ ಭಾಗವಹಿಸಬೇಕು : ಡಾ.ಎಸ್.ಬಿ.ದಳವಾಯಿ ಅಭಿಮತ [333, 529, 615, 545]
registration-marks-center-left [330, 1438, 374, 1457]
amit2-body [259, 1344, 689, 1422]
kashtagallu-headline: ಕಷ್ಟಗಲ್ಲು ಗ್ರಾಮ: ವೈದ್ಯಕೀಯ ಪದವಿ ಇಲ್ಲದೆ ವೈದ್ಯ ವೃತ್ತಿ ಮಾಡುತ್ತಿದ್ದ 05 ನಕಲಿ ವೈದ್ಯರ ಕ್ಲಿನಿಕ್ ಸೀಜ್ [709, 890, 893, 918]
masthead [48, 31, 900, 59]
amit2-headline: ಯರಗಟ್ಟಿಯಲ್ಲಿ ಅಮಿತ ಶಾ ವಿರುದ್ಧ ಪ್ರತಿಭಟನೆ [336, 1200, 612, 1222]
lead-sub1: ತೆರಿಗೆ ಪಾವತಿ ಅಭಿಯಾನ [593, 285, 652, 295]
lead-sub3: ಕ್ರಮ. ಗ್ರಾಮ. ಪಂಚ 15 ದಿನದ ತೆರಿಗೆ ಸಂಗ್ರಹಣೆ (ರೂ.ಗಳಲ್ಲಿ) [547, 295, 699, 305]
lead-side-top [435, 128, 703, 238]
gukesh-photo [259, 567, 521, 673]
reg-dot-magenta [572, 1444, 581, 1453]
amit1-byline: (ಹಸಿರುಕ್ರಾಂತಿ ವರದಿ) [301, 918, 353, 927]
lead-kicker: 15 ದಿನದಲ್ಲಿ ದಾಖಲೆ ಮೊತ್ತದ 35,28,492 ರೂ. ತೆರಿಗೆ ಸಂಗ್ರಹಣೆ [160, 66, 570, 86]
reg-dot-magenta [802, 1444, 811, 1453]
reg-dot-black [364, 1444, 373, 1453]
date-kannada: ರವಿವಾರ ೨೨-೧೨-೨೦೨೪ [795, 32, 850, 40]
reg-dot-yellow [583, 1444, 592, 1453]
